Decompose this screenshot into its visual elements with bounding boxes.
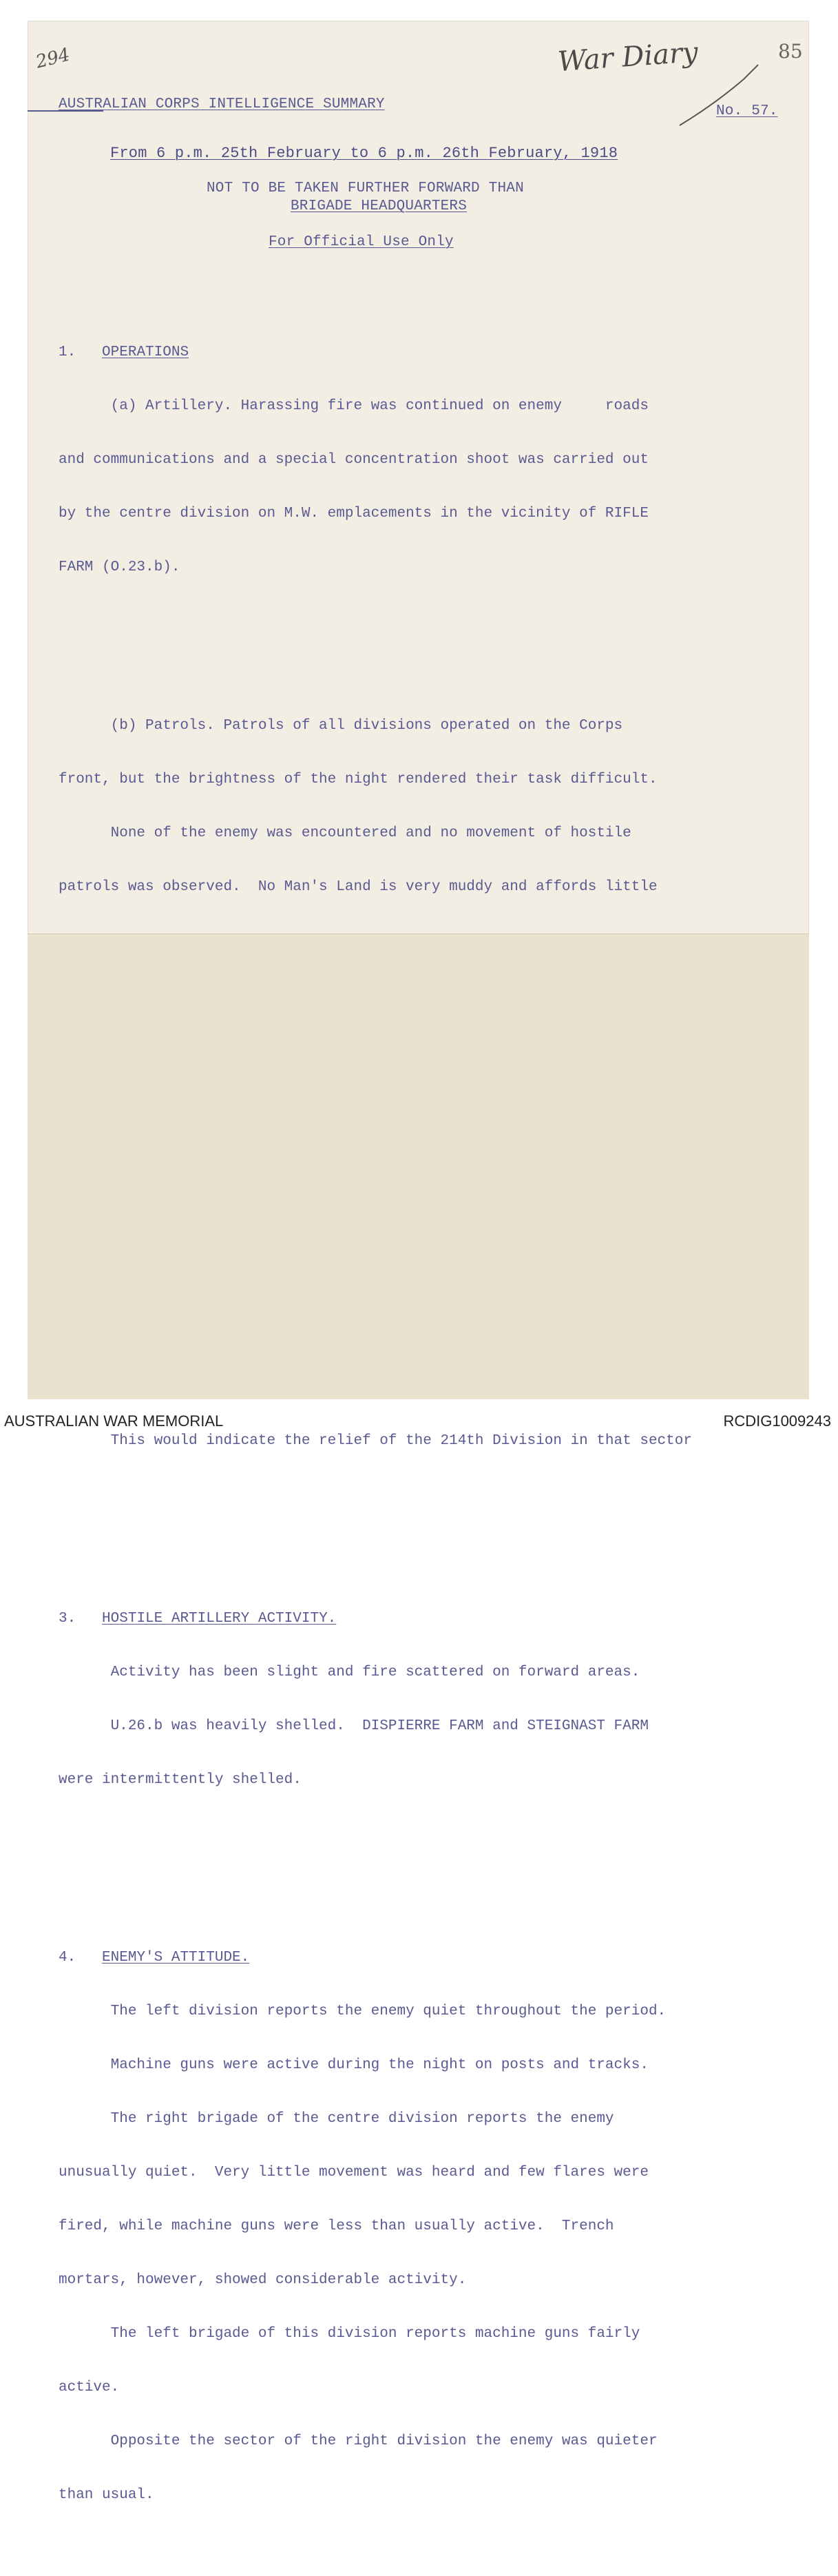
paper-blank-area (28, 934, 809, 1399)
page-number: 85 (778, 40, 803, 63)
text-line: than usual. (59, 2487, 154, 2503)
text-line: None of the enemy was encountered and no movement of hostile (59, 825, 631, 841)
text-line: Opposite the sector of the right division the enemy was quieter (59, 2433, 658, 2449)
section-heading: 1. OPERATIONS (59, 344, 189, 360)
handwritten-war-diary: War Diary (556, 36, 700, 79)
text-line: and communications and a special concentration shoot was carried out (59, 452, 649, 468)
text-line: (a) Artillery. Harassing fire was continued on enemy roads (59, 398, 649, 414)
report-period: From 6 p.m. 25th February to 6 p.m. 26th February, 1918 (110, 145, 618, 162)
text-line: unusually quiet. Very little movement was heard and few flares were (59, 2165, 649, 2181)
text-line: The left division reports the enemy quiet throughout the period. (59, 2003, 667, 2019)
restriction-line-1: NOT TO BE TAKEN FURTHER FORWARD THAN (207, 181, 524, 196)
text-line: The right brigade of the centre division reports the enemy (59, 2111, 614, 2127)
text-line: front, but the brightness of the night rendered their task difficult. (59, 772, 658, 787)
text-line: U.26.b was heavily shelled. DISPIERRE FARM and STEIGNAST FARM (59, 1718, 649, 1734)
footer-identifier: RCDIG1009243 (723, 1412, 831, 1430)
text-line: fired, while machine guns were less than usually active. Trench (59, 2218, 614, 2234)
section-heading: 4. ENEMY'S ATTITUDE. (59, 1950, 250, 1966)
document-title: AUSTRALIAN CORPS INTELLIGENCE SUMMARY (59, 96, 385, 112)
text-line: by the centre division on M.W. emplacements in the vicinity of RIFLE (59, 506, 649, 522)
text-line: were intermittently shelled. (59, 1772, 302, 1788)
text-line: FARM (O.23.b). (59, 559, 180, 575)
text-line: (b) Patrols. Patrols of all divisions operated on the Corps (59, 718, 623, 734)
section-heading: 3. HOSTILE ARTILLERY ACTIVITY. (59, 1611, 337, 1627)
text-line: patrols was observed. No Man's Land is very muddy and affords little (59, 879, 658, 895)
restriction-line-2: BRIGADE HEADQUARTERS (291, 198, 468, 214)
text-line: Machine guns were active during the night on posts and tracks. (59, 2057, 649, 2073)
footer-source: AUSTRALIAN WAR MEMORIAL (4, 1412, 224, 1430)
official-use-notice: For Official Use Only (269, 234, 454, 250)
text-line: Activity has been slight and fire scattered on forward areas. (59, 1665, 640, 1680)
text-line: This would indicate the relief of the 214th Division in that sector (59, 1433, 692, 1449)
document-number: No. 57. (716, 103, 778, 119)
section-hostile-artillery (59, 1574, 692, 1825)
text-line: The left brigade of this division reports machine guns fairly (59, 2326, 640, 2342)
section-enemy-attitude (59, 1913, 692, 2540)
text-line: mortars, however, showed considerable activity. (59, 2272, 467, 2288)
text-line: active. (59, 2380, 120, 2395)
handwritten-reference-number: 294 (34, 44, 72, 73)
